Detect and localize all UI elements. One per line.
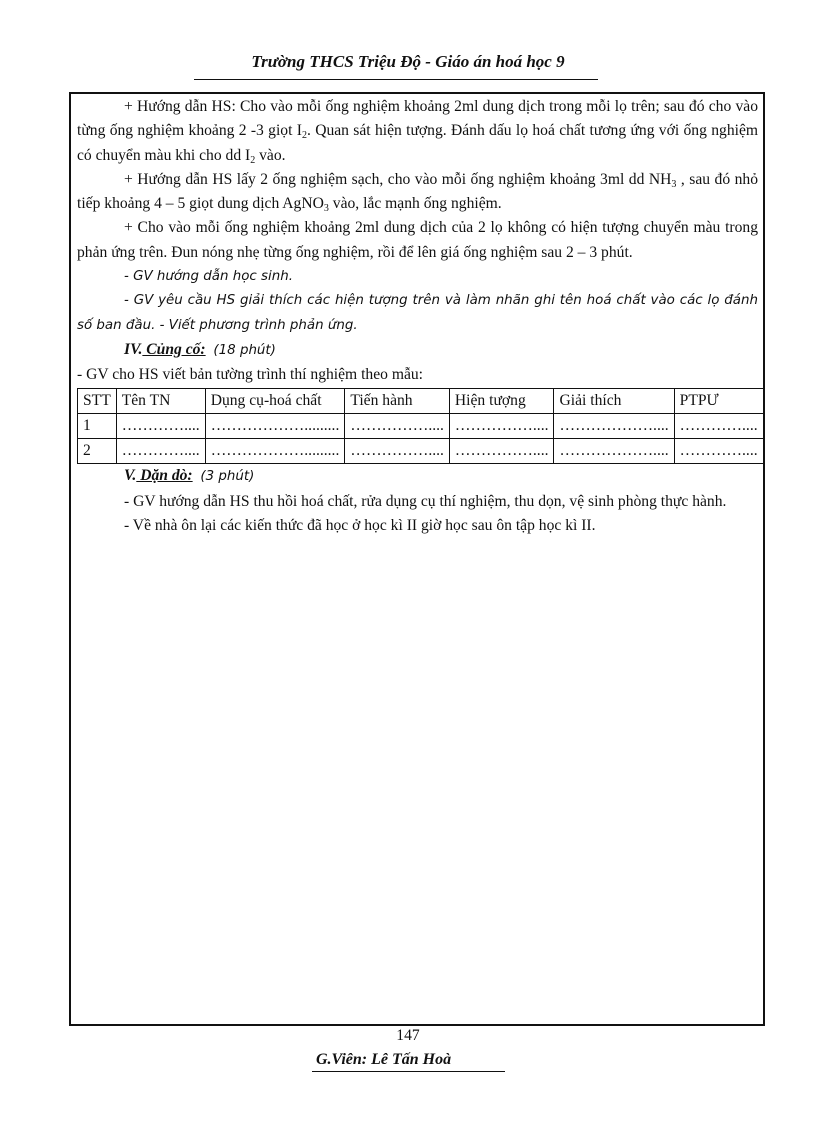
instruction-paragraph-3: + Cho vào mỗi ống nghiệm khoảng 2ml dung dịch của 2 lọ không có hiện tượng chuyển màu trong phản ứng trên. Đun nóng nhẹ từng ống nghiệm, rồi để lên giá ống nghiệm sau 2 – 3 phút. bbox=[77, 219, 758, 261]
table-cell: ………….... bbox=[116, 413, 205, 438]
instruction-paragraph-2: + Hướng dẫn HS lấy 2 ống nghiệm sạch, cho vào mỗi ống nghiệm khoảng 3ml dd $NH_3$ , sau đó nhỏ tiếp khoảng 4 – 5 giọt dung dịch AgNO$_3$ vào, lắc mạnh ống nghiệm. bbox=[77, 170, 758, 215]
table-cell: ………….... bbox=[674, 413, 763, 438]
table-cell: ………….... bbox=[674, 439, 763, 464]
table-cell: ……………….... bbox=[554, 413, 674, 438]
lesson-content bbox=[77, 95, 758, 538]
table-header-cell: Tiến hành bbox=[345, 388, 450, 413]
table-cell: …………….... bbox=[449, 439, 554, 464]
teacher-guidance: - GV hướng dẫn học sinh. bbox=[124, 269, 293, 285]
footer-author: G.Viên: Lê Tấn Hoà bbox=[316, 1051, 452, 1068]
table-cell: ……………….... bbox=[554, 439, 674, 464]
table-header-cell: STT bbox=[78, 388, 117, 413]
table-cell: 2 bbox=[78, 439, 117, 464]
table-header-cell: Hiện tượng bbox=[449, 388, 554, 413]
teacher-request: - GV yêu cầu HS giải thích các hiện tượng trên và làm nhãn ghi tên hoá chất vào các lọ đánh số ban đầu. - Viết phương trình phản ứng. bbox=[77, 293, 758, 333]
table-row bbox=[78, 413, 764, 438]
table-header-cell: Giải thích bbox=[554, 388, 674, 413]
section-v-heading: V. Dặn dò: (3 phút) bbox=[124, 467, 255, 485]
lab-report-table bbox=[77, 388, 764, 465]
table-cell: 1 bbox=[78, 413, 117, 438]
report-instruction: - GV cho HS viết bản tường trình thí nghiệm theo mẫu: bbox=[77, 366, 424, 384]
table-cell: …………….... bbox=[345, 413, 450, 438]
cleanup-instruction: - GV hướng dẫn HS thu hồi hoá chất, rửa dụng cụ thí nghiệm, thu dọn, vệ sinh phòng thực hành. bbox=[124, 492, 727, 510]
table-cell: …………….... bbox=[449, 413, 554, 438]
table-row bbox=[78, 439, 764, 464]
page-header-title: Trường THCS Triệu Độ - Giáo án hoá học 9 bbox=[251, 52, 565, 71]
table-header-row bbox=[78, 388, 764, 413]
table-cell: ………………......... bbox=[205, 413, 345, 438]
footer-underline bbox=[312, 1071, 505, 1072]
table-cell: …………….... bbox=[345, 439, 450, 464]
table-header-cell: Dụng cụ-hoá chất bbox=[205, 388, 345, 413]
table-header-cell: Tên TN bbox=[116, 388, 205, 413]
instruction-paragraph-1: + Hướng dẫn HS: Cho vào mỗi ống nghiệm khoảng 2ml dung dịch trong mỗi lọ trên; sau đó cho vào từng ống nghiệm khoảng 2 -3 giọt $I_2$. Quan sát hiện tượng. Đánh dấu lọ hoá chất tương ứng với ống nghiệm có chuyển màu khi cho dd $I_2$ vào. bbox=[77, 98, 758, 166]
section-iv-heading: IV. Củng cố: (18 phút) bbox=[124, 340, 276, 358]
table-header-cell: PTPƯ bbox=[674, 388, 763, 413]
table-cell: ………………......... bbox=[205, 439, 345, 464]
homework-instruction: - Về nhà ôn lại các kiến thức đã học ở học kì II giờ học sau ôn tập học kì II. bbox=[124, 517, 596, 535]
table-cell: ………….... bbox=[116, 439, 205, 464]
header-underline bbox=[194, 79, 598, 80]
page-number: 147 bbox=[396, 1027, 420, 1044]
